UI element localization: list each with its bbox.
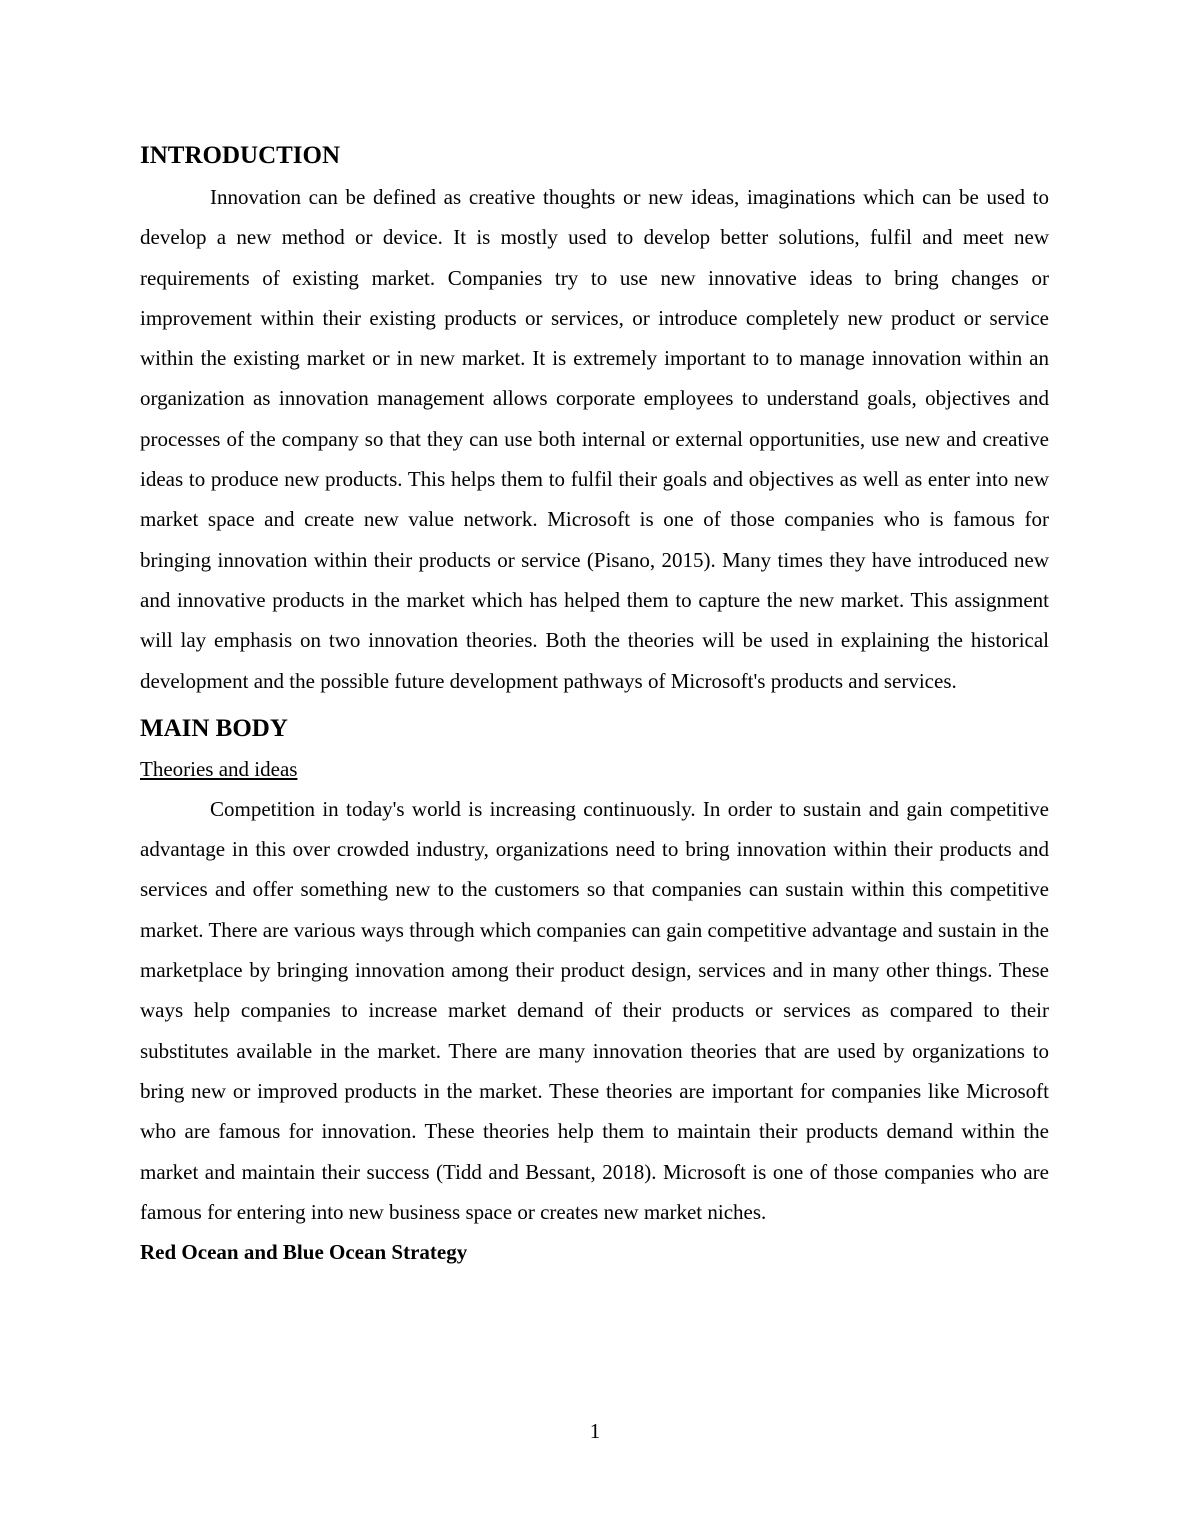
introduction-heading: INTRODUCTION [140,142,341,169]
main-body-heading: MAIN BODY [140,714,288,742]
theories-subheading: Theories and ideas [140,756,298,781]
page-content [140,138,1049,1272]
strategy-section-heading: Red Ocean and Blue Ocean Strategy [140,1240,468,1265]
introduction-paragraph: Innovation can be defined as creative thoughts or new ideas, imaginations which can be used to develop a new method or device. It is mostly used to develop better solutions, fulfil and meet new requirements of existing market. Companies try to use new innovative ideas to bring changes or improvement within their existing products or services, or introduce completely new product or service within the existing market or in new market. It is extremely important to to manage innovation within an organization as innovation management allows corporate employees to understand goals, objectives and processes of the company so that they can use both internal or external opportunities, use new and creative ideas to produce new products. This helps them to fulfil their goals and objectives as well as enter into new market space and create new value network. Microsoft is one of those companies who is famous for bringing innovation within their products or service (Pisano, 2015). Many times they have introduced new and innovative products in the market which has helped them to capture the new market. This assignment will lay emphasis on two innovation theories. Both the theories will be used in explaining the historical development and the possible future development pathways of Microsoft's products and services. [140,185,1049,693]
page-number: 1 [589,1419,601,1443]
theories-paragraph: Competition in today's world is increasing continuously. In order to sustain and gain competitive advantage in this over crowded industry, organizations need to bring innovation within their products and services and offer something new to the customers so that companies can sustain within this competitive market. There are various ways through which companies can gain competitive advantage and sustain in the marketplace by bringing innovation among their product design, services and in many other things. These ways help companies to increase market demand of their products or services as compared to their substitutes available in the market. There are many innovation theories that are used by organizations to bring new or improved products in the market. These theories are important for companies like Microsoft who are famous for innovation. These theories help them to maintain their products demand within the market and maintain their success (Tidd and Bessant, 2018). Microsoft is one of those companies who are famous for entering into new business space or creates new market niches. [140,796,1049,1224]
